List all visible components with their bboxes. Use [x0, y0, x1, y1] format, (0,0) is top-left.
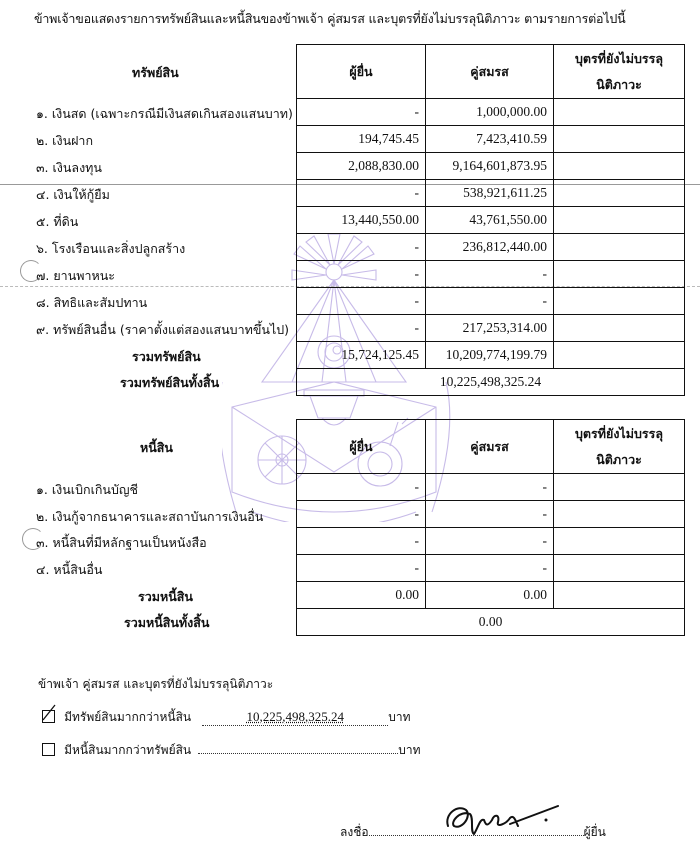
cell-spouse: 217,253,314.00 [426, 315, 554, 342]
scan-mark-icon [22, 528, 44, 550]
liabilities-header-row [297, 420, 685, 474]
subtotal-children [554, 342, 685, 369]
assets-section-title: ทรัพย์สิน [132, 65, 179, 80]
cell-declarant: - [297, 315, 426, 342]
cell-declarant: - [297, 99, 426, 126]
col-header-children [554, 45, 685, 99]
liability-label-documented-debts: ๓. หนี้สินที่มีหลักฐานเป็นหนังสือ [36, 535, 207, 550]
table-row [297, 288, 685, 315]
handwritten-signature-icon [440, 796, 560, 838]
table-row [297, 180, 685, 207]
cell-spouse: 538,921,611.25 [426, 180, 554, 207]
cell-children [554, 180, 685, 207]
asset-label-rights: ๘. สิทธิและสัมปทาน [36, 295, 148, 310]
cell-children [554, 474, 685, 501]
cell-children [554, 315, 685, 342]
asset-label-other: ๙. ทรัพย์สินอื่น (ราคาตั้งแต่สองแสนบาทขึ้นไป) [36, 322, 290, 337]
cell-declarant: 13,440,550.00 [297, 207, 426, 234]
assets-header-row [297, 45, 685, 99]
cell-declarant: - [297, 234, 426, 261]
asset-label-buildings: ๖. โรงเรือนและสิ่งปลูกสร้าง [36, 241, 186, 256]
cell-children [554, 126, 685, 153]
cell-children [554, 207, 685, 234]
cell-spouse: - [426, 474, 554, 501]
table-row [297, 261, 685, 288]
signer-role-label: ผู้ยื่น [583, 825, 606, 839]
assets-table [296, 44, 685, 396]
asset-label-vehicles: ๗. ยานพาหนะ [36, 268, 115, 283]
cell-children [554, 261, 685, 288]
cell-spouse: - [426, 501, 554, 528]
cell-declarant: - [297, 261, 426, 288]
assets-grand-total-row [297, 369, 685, 396]
table-row [297, 153, 685, 180]
assets-exceed-unit: บาท [388, 710, 411, 724]
liabilities-grand-total-label: รวมหนี้สินทั้งสิ้น [124, 615, 210, 630]
table-row [297, 315, 685, 342]
subtotal-declarant: 15,724,125.45 [297, 342, 426, 369]
table-row [297, 126, 685, 153]
liabilities-table [296, 419, 685, 636]
liabilities-exceed-unit: บาท [398, 743, 421, 757]
assets-exceed-label: มีทรัพย์สินมากกว่าหนี้สิน [64, 710, 192, 724]
cell-declarant: - [297, 288, 426, 315]
col-header-spouse: คู่สมรส [426, 45, 554, 99]
asset-label-loans-given: ๔. เงินให้กู้ยืม [36, 187, 110, 202]
subtotal-declarant: 0.00 [297, 582, 426, 609]
cell-spouse: 43,761,550.00 [426, 207, 554, 234]
assets-exceed-amount: 10,225,498,325.24 [202, 709, 388, 726]
cell-declarant: - [297, 474, 426, 501]
col-header-children-line1: บุตรที่ยังไม่บรรลุ [575, 425, 663, 441]
liabilities-exceed-label: มีหนี้สินมากกว่าทรัพย์สิน [64, 743, 192, 757]
cell-children [554, 99, 685, 126]
cell-children [554, 528, 685, 555]
table-row [297, 501, 685, 528]
cell-spouse: - [426, 261, 554, 288]
cell-declarant: 2,088,830.00 [297, 153, 426, 180]
liability-label-bank-loans: ๒. เงินกู้จากธนาคารและสถาบันการเงินอื่น [36, 509, 264, 524]
asset-label-land: ๕. ที่ดิน [36, 214, 79, 229]
asset-label-investments: ๓. เงินลงทุน [36, 160, 102, 175]
subtotal-children [554, 582, 685, 609]
assets-exceed-checkbox[interactable] [42, 710, 55, 723]
col-header-spouse: คู่สมรส [426, 420, 554, 474]
col-header-children [554, 420, 685, 474]
table-row [297, 528, 685, 555]
cell-spouse: 236,812,440.00 [426, 234, 554, 261]
cell-declarant: - [297, 555, 426, 582]
liability-label-other: ๔. หนี้สินอื่น [36, 562, 103, 577]
liabilities-exceed-amount [198, 753, 398, 754]
assets-subtotal-row [297, 342, 685, 369]
cell-children [554, 501, 685, 528]
col-header-children-line2: นิติภาวะ [596, 451, 642, 467]
cell-declarant: - [297, 180, 426, 207]
cell-children [554, 234, 685, 261]
col-header-declarant: ผู้ยื่น [297, 420, 426, 474]
cell-spouse: 7,423,410.59 [426, 126, 554, 153]
cell-children [554, 288, 685, 315]
subtotal-spouse: 0.00 [426, 582, 554, 609]
col-header-declarant: ผู้ยื่น [297, 45, 426, 99]
cell-declarant: - [297, 528, 426, 555]
assets-grand-total-label: รวมทรัพย์สินทั้งสิ้น [120, 375, 220, 390]
scan-mark-icon [20, 260, 42, 282]
liability-label-overdraft: ๑. เงินเบิกเกินบัญชี [36, 482, 139, 497]
table-row [297, 555, 685, 582]
check-mark-icon [42, 704, 58, 722]
liabilities-grand-total-row [297, 609, 685, 636]
liabilities-subtotal-row [297, 582, 685, 609]
cell-spouse: - [426, 528, 554, 555]
cell-children [554, 555, 685, 582]
sign-label: ลงชื่อ [340, 825, 369, 839]
table-row [297, 99, 685, 126]
cell-spouse: 1,000,000.00 [426, 99, 554, 126]
table-row [297, 234, 685, 261]
asset-label-deposits: ๒. เงินฝาก [36, 133, 94, 148]
cell-declarant: 194,745.45 [297, 126, 426, 153]
table-row [297, 474, 685, 501]
cell-children [554, 153, 685, 180]
liabilities-section-title: หนี้สิน [140, 440, 173, 455]
intro-text: ข้าพเจ้าขอแสดงรายการทรัพย์สินและหนี้สินของข้าพเจ้า คู่สมรส และบุตรที่ยังไม่บรรลุนิติภาวะ ตามรายการต่อไปนี้ [34, 11, 626, 26]
table-row [297, 207, 685, 234]
liabilities-subtotal-label: รวมหนี้สิน [138, 589, 193, 604]
summary-option-liabilities-exceed [42, 739, 420, 760]
asset-label-cash: ๑. เงินสด (เฉพาะกรณีมีเงินสดเกินสองแสนบาท) [36, 106, 293, 121]
cell-spouse: - [426, 555, 554, 582]
subtotal-spouse: 10,209,774,199.79 [426, 342, 554, 369]
assets-subtotal-label: รวมทรัพย์สิน [132, 349, 201, 364]
summary-heading: ข้าพเจ้า คู่สมรส และบุตรที่ยังไม่บรรลุนิติภาวะ [38, 677, 274, 691]
col-header-children-line1: บุตรที่ยังไม่บรรลุ [575, 50, 663, 66]
cell-declarant: - [297, 501, 426, 528]
cell-spouse: - [426, 288, 554, 315]
col-header-children-line2: นิติภาวะ [596, 76, 642, 92]
liabilities-exceed-checkbox[interactable] [42, 743, 55, 756]
summary-option-assets-exceed [42, 706, 410, 727]
liabilities-grand-total-value: 0.00 [297, 609, 685, 636]
cell-spouse: 9,164,601,873.95 [426, 153, 554, 180]
assets-grand-total-value: 10,225,498,325.24 [297, 369, 685, 396]
